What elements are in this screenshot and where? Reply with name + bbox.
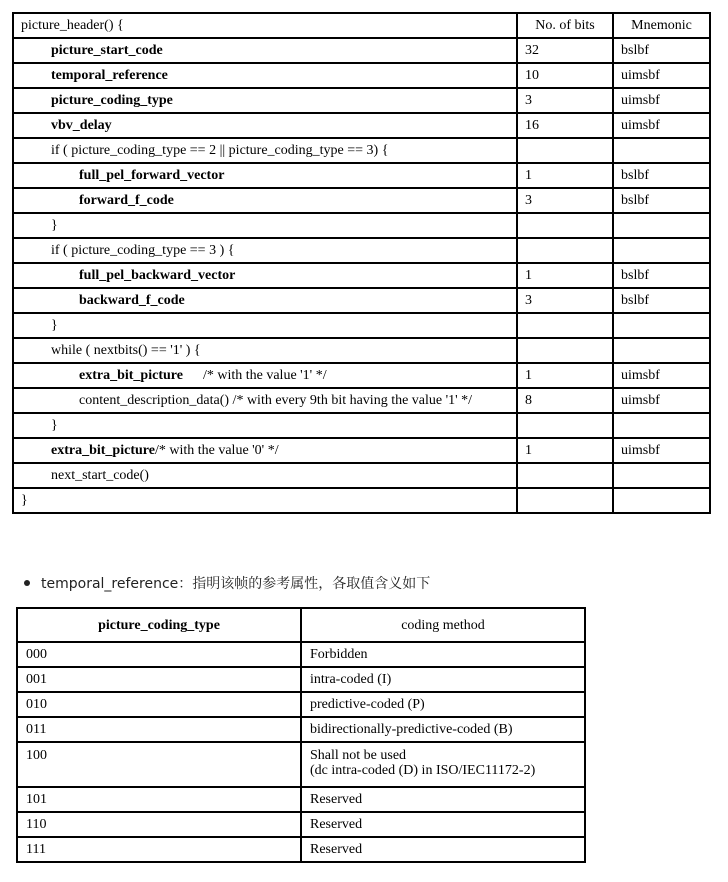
coding-method: bidirectionally-predictive-coded (B)	[301, 717, 585, 742]
coding-method: Reserved	[301, 837, 585, 862]
loop-statement: while ( nextbits() == '1' ) {	[13, 338, 517, 363]
table-row	[13, 88, 710, 113]
field-name: picture_start_code	[13, 38, 517, 63]
picture-header-syntax-table	[12, 12, 711, 514]
coding-type-code: 001	[17, 667, 301, 692]
function-call: content_description_data() /* with every 9th bit having the value '1' */	[13, 388, 517, 413]
bit-count: 10	[517, 63, 613, 88]
closing-brace: }	[13, 313, 517, 338]
table-row	[13, 138, 710, 163]
coding-method: intra-coded (I)	[301, 667, 585, 692]
table-row	[13, 488, 710, 513]
empty-cell	[517, 238, 613, 263]
coding-method: Forbidden	[301, 642, 585, 667]
bit-count: 1	[517, 263, 613, 288]
table-row	[17, 742, 585, 787]
mnemonic: bslbf	[613, 288, 710, 313]
empty-cell	[517, 213, 613, 238]
bullet-item	[24, 572, 430, 594]
field-name: backward_f_code	[13, 288, 517, 313]
empty-cell	[517, 413, 613, 438]
table-header-row	[17, 608, 585, 642]
table-row	[13, 213, 710, 238]
empty-cell	[613, 413, 710, 438]
table-row	[13, 163, 710, 188]
bit-count: 32	[517, 38, 613, 63]
table-row	[17, 717, 585, 742]
table-row	[13, 288, 710, 313]
field-name: picture_coding_type	[13, 88, 517, 113]
table-row	[13, 188, 710, 213]
bullet-text: temporal_reference：指明该帧的参考属性，各取值含义如下	[41, 576, 431, 592]
coding-method-note: (dc intra-coded (D) in ISO/IEC11172-2)	[310, 763, 536, 778]
table-row	[13, 263, 710, 288]
field-comment: /* with the value '0' */	[154, 442, 279, 458]
mnemonic-column-header: Mnemonic	[613, 13, 710, 38]
bit-count: 3	[517, 188, 613, 213]
closing-brace: }	[13, 488, 517, 513]
table-row	[13, 63, 710, 88]
coding-method-column-header: coding method	[301, 608, 585, 642]
bit-count: 1	[517, 438, 613, 463]
field-name: extra_bit_picture	[79, 367, 183, 383]
coding-type-code: 110	[17, 812, 301, 837]
empty-cell	[517, 138, 613, 163]
coding-type-code: 010	[17, 692, 301, 717]
table-row	[17, 837, 585, 862]
picture-coding-type-table	[16, 607, 586, 863]
condition-statement: if ( picture_coding_type == 3 ) {	[13, 238, 517, 263]
field-name: vbv_delay	[13, 113, 517, 138]
empty-cell	[613, 238, 710, 263]
coding-method	[301, 742, 585, 787]
closing-brace: }	[13, 213, 517, 238]
table-row	[13, 388, 710, 413]
field-with-comment	[13, 363, 517, 388]
bit-count: 1	[517, 363, 613, 388]
table-row	[13, 113, 710, 138]
table-row	[17, 667, 585, 692]
table-row	[17, 642, 585, 667]
field-name: forward_f_code	[13, 188, 517, 213]
empty-cell	[517, 313, 613, 338]
function-signature: picture_header() {	[13, 13, 517, 38]
table-row	[13, 363, 710, 388]
mnemonic: uimsbf	[613, 438, 710, 463]
field-name: temporal_reference	[13, 63, 517, 88]
empty-cell	[613, 338, 710, 363]
coding-type-column-header: picture_coding_type	[17, 608, 301, 642]
coding-type-code: 011	[17, 717, 301, 742]
table-row	[13, 463, 710, 488]
mnemonic: bslbf	[613, 38, 710, 63]
empty-cell	[613, 488, 710, 513]
empty-cell	[517, 338, 613, 363]
coding-method: predictive-coded (P)	[301, 692, 585, 717]
bit-count: 3	[517, 288, 613, 313]
mnemonic: uimsbf	[613, 388, 710, 413]
mnemonic: uimsbf	[613, 63, 710, 88]
closing-brace: }	[13, 413, 517, 438]
mnemonic: uimsbf	[613, 113, 710, 138]
empty-cell	[613, 138, 710, 163]
mnemonic: uimsbf	[613, 363, 710, 388]
coding-type-code: 111	[17, 837, 301, 862]
table-row	[13, 313, 710, 338]
coding-type-code: 000	[17, 642, 301, 667]
coding-type-code: 100	[17, 742, 301, 787]
empty-cell	[517, 463, 613, 488]
coding-method-line: Shall not be used	[310, 748, 407, 763]
field-with-comment	[13, 438, 517, 463]
bits-column-header: No. of bits	[517, 13, 613, 38]
bit-count: 3	[517, 88, 613, 113]
bit-count: 16	[517, 113, 613, 138]
table-row	[13, 238, 710, 263]
empty-cell	[613, 213, 710, 238]
coding-type-code: 101	[17, 787, 301, 812]
table-row	[17, 692, 585, 717]
table-row	[13, 38, 710, 63]
table-row	[13, 438, 710, 463]
bullet-dot-icon	[24, 580, 30, 586]
mnemonic: bslbf	[613, 263, 710, 288]
mnemonic: bslbf	[613, 188, 710, 213]
table-row	[13, 338, 710, 363]
bit-count: 1	[517, 163, 613, 188]
empty-cell	[613, 463, 710, 488]
field-name: full_pel_forward_vector	[13, 163, 517, 188]
table-row	[17, 787, 585, 812]
table-header-row	[13, 13, 710, 38]
empty-cell	[517, 488, 613, 513]
field-comment: /* with the value '1' */	[202, 367, 327, 383]
empty-cell	[613, 313, 710, 338]
table-row	[17, 812, 585, 837]
mnemonic: bslbf	[613, 163, 710, 188]
table-row	[13, 413, 710, 438]
bit-count: 8	[517, 388, 613, 413]
function-call: next_start_code()	[13, 463, 517, 488]
field-name: extra_bit_picture	[51, 442, 155, 458]
condition-statement: if ( picture_coding_type == 2 || picture_coding_type == 3) {	[13, 138, 517, 163]
coding-method: Reserved	[301, 787, 585, 812]
coding-method: Reserved	[301, 812, 585, 837]
mnemonic: uimsbf	[613, 88, 710, 113]
field-name: full_pel_backward_vector	[13, 263, 517, 288]
